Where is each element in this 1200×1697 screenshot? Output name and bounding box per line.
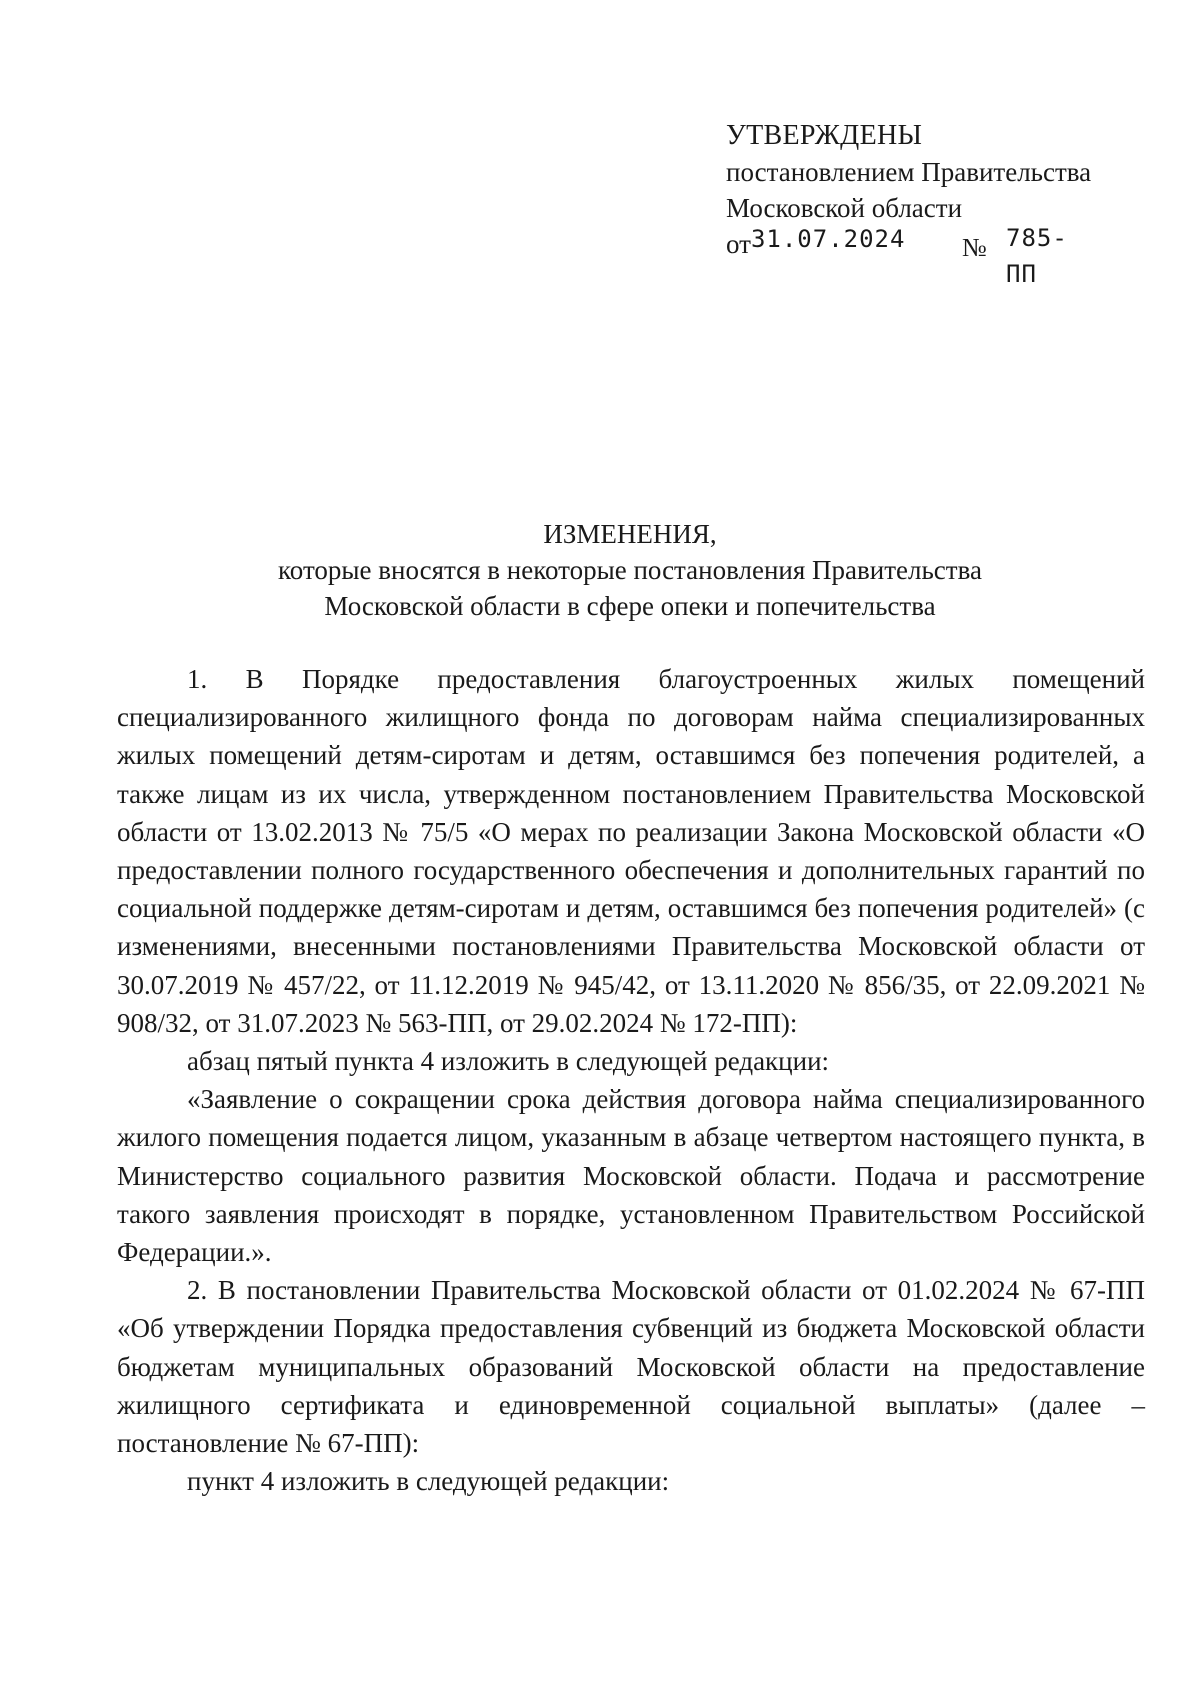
paragraph-2: абзац пятый пункта 4 изложить в следующей редакции: <box>187 1046 830 1077</box>
paragraph-5: пункт 4 изложить в следующей редакции: <box>187 1466 670 1497</box>
approval-title: УТВЕРЖДЕНЫ <box>726 120 923 151</box>
approval-line-1: постановлением Правительства <box>726 157 1092 187</box>
approval-block <box>726 118 1092 288</box>
number-sign: № <box>962 233 987 262</box>
approval-line-2: Московской области <box>726 193 963 223</box>
paragraph-1: 1. В Порядке предоставления благоустроенных жилых помещений специализированного жилищного фонда по договорам найма специализированных жилых помещений детям-сиротам и детям, оставшимся без попечения родителей, а также лицам из их числа, утвержденном постановлением Правительства Московской области от 13.02.2013 № 75/5 «О мерах по реализации Закона Московской области «О предоставлении полного государственного обеспечения и дополнительных гарантий по социальной поддержке детям-сиротам и детям, оставшимся без попечения родителей» (с изменениями, внесенными постановлениями Правительства Московской области от 30.07.2019 № 457/22, от 11.12.2019 № 945/42, от 13.11.2020 № 856/35, от 22.09.2021 № 908/32, от 31.07.2023 № 563-ПП, от 29.02.2024 № 172-ПП): <box>117 664 1145 1038</box>
heading-title: ИЗМЕНЕНИЯ, <box>543 519 717 549</box>
heading-subtitle-line-1: которые вносятся в некоторые постановления Правительства <box>278 555 982 585</box>
paragraph-3: «Заявление о сокращении срока действия договора найма специализированного жилого помещения подается лицом, указанным в абзаце четвертом настоящего пункта, в Министерство социального развития Московской области. Подача и рассмотрение такого заявления происходят в порядке, установленном Правительством Российской Федерации.». <box>117 1084 1145 1268</box>
from-label: от <box>726 229 751 259</box>
heading-subtitle-line-2: Московской области в сфере опеки и попечительства <box>324 591 936 621</box>
approval-number: 785-ПП <box>1006 224 1068 288</box>
document-body <box>117 660 1145 1500</box>
paragraph-4: 2. В постановлении Правительства Московской области от 01.02.2024 № 67-ПП «Об утверждении Порядка предоставления субвенций из бюджета Московской области бюджетам муниципальных образований Московской области на предоставление жилищного сертификата и единовременной социальной выплаты» (далее – постановление № 67-ПП): <box>117 1275 1145 1459</box>
approval-date: 31.07.2024 <box>750 225 906 253</box>
document-heading <box>120 516 1140 624</box>
approval-date-line <box>726 224 1091 288</box>
